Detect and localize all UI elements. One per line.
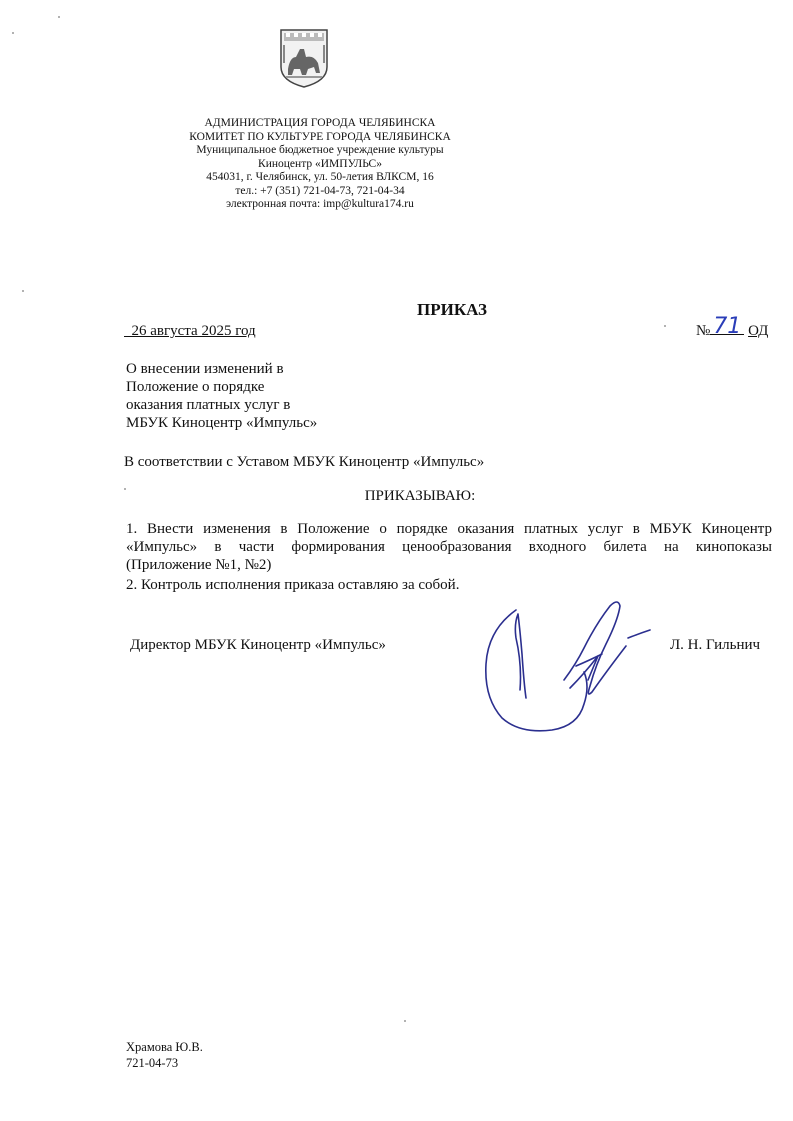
document-subject <box>126 360 386 432</box>
document-date-text: 26 августа 2025 год <box>131 323 256 339</box>
subject-line: оказания платных услуг в <box>126 397 291 413</box>
executor-name: Храмова Ю.В. <box>126 1040 203 1054</box>
order-item-1-line: «Импульс» в части формирования ценообразования входного билета на кинопоказы <box>126 539 772 555</box>
scan-speck <box>404 1020 406 1022</box>
number-suffix: ОД <box>748 323 769 339</box>
handwritten-number: 71 <box>710 320 744 335</box>
coat-of-arms-icon <box>278 27 330 89</box>
order-basis: В соответствии с Уставом МБУК Киноцентр «Импульс» <box>124 454 485 470</box>
letterhead-line: электронная почта: imp@kultura174.ru <box>226 198 414 210</box>
scan-speck <box>22 290 24 292</box>
scan-speck <box>664 325 666 327</box>
letterhead-line: Муниципальное бюджетное учреждение культуры <box>196 144 444 156</box>
order-item-1 <box>126 520 772 574</box>
document-number <box>696 314 769 340</box>
document-title: ПРИКАЗ <box>417 300 487 319</box>
subject-line: МБУК Киноцентр «Импульс» <box>126 415 318 431</box>
order-word: ПРИКАЗЫВАЮ: <box>364 488 476 504</box>
executor-block <box>126 1039 203 1071</box>
scan-speck <box>124 488 126 490</box>
letterhead-line: тел.: +7 (351) 721-04-73, 721-04-34 <box>235 184 405 197</box>
document-date <box>124 322 256 340</box>
order-item-1-line: 1. Внести изменения в Положение о порядке оказания платных услуг в МБУК Киноцентр <box>126 521 772 537</box>
letterhead-line: АДМИНИСТРАЦИЯ ГОРОДА ЧЕЛЯБИНСКА <box>204 117 436 129</box>
number-sign: № <box>696 323 711 339</box>
letterhead <box>0 117 640 212</box>
order-item-1-line: (Приложение №1, №2) <box>126 557 272 573</box>
letterhead-line: Киноцентр «ИМПУЛЬС» <box>258 157 382 170</box>
scan-speck <box>58 16 60 18</box>
director-name: Л. Н. Гильнич <box>670 637 761 653</box>
executor-phone: 721-04-73 <box>126 1056 179 1070</box>
letterhead-line: КОМИТЕТ ПО КУЛЬТУРЕ ГОРОДА ЧЕЛЯБИНСКА <box>189 130 451 143</box>
subject-line: О внесении изменений в <box>126 361 284 377</box>
director-title: Директор МБУК Киноцентр «Импульс» <box>130 637 386 653</box>
order-item-2: 2. Контроль исполнения приказа оставляю за собой. <box>126 577 460 593</box>
handwritten-signature <box>480 594 660 734</box>
subject-line: Положение о порядке <box>126 379 265 395</box>
scan-speck <box>12 32 14 34</box>
letterhead-line: 454031, г. Челябинск, ул. 50-летия ВЛКСМ, 16 <box>206 171 434 183</box>
